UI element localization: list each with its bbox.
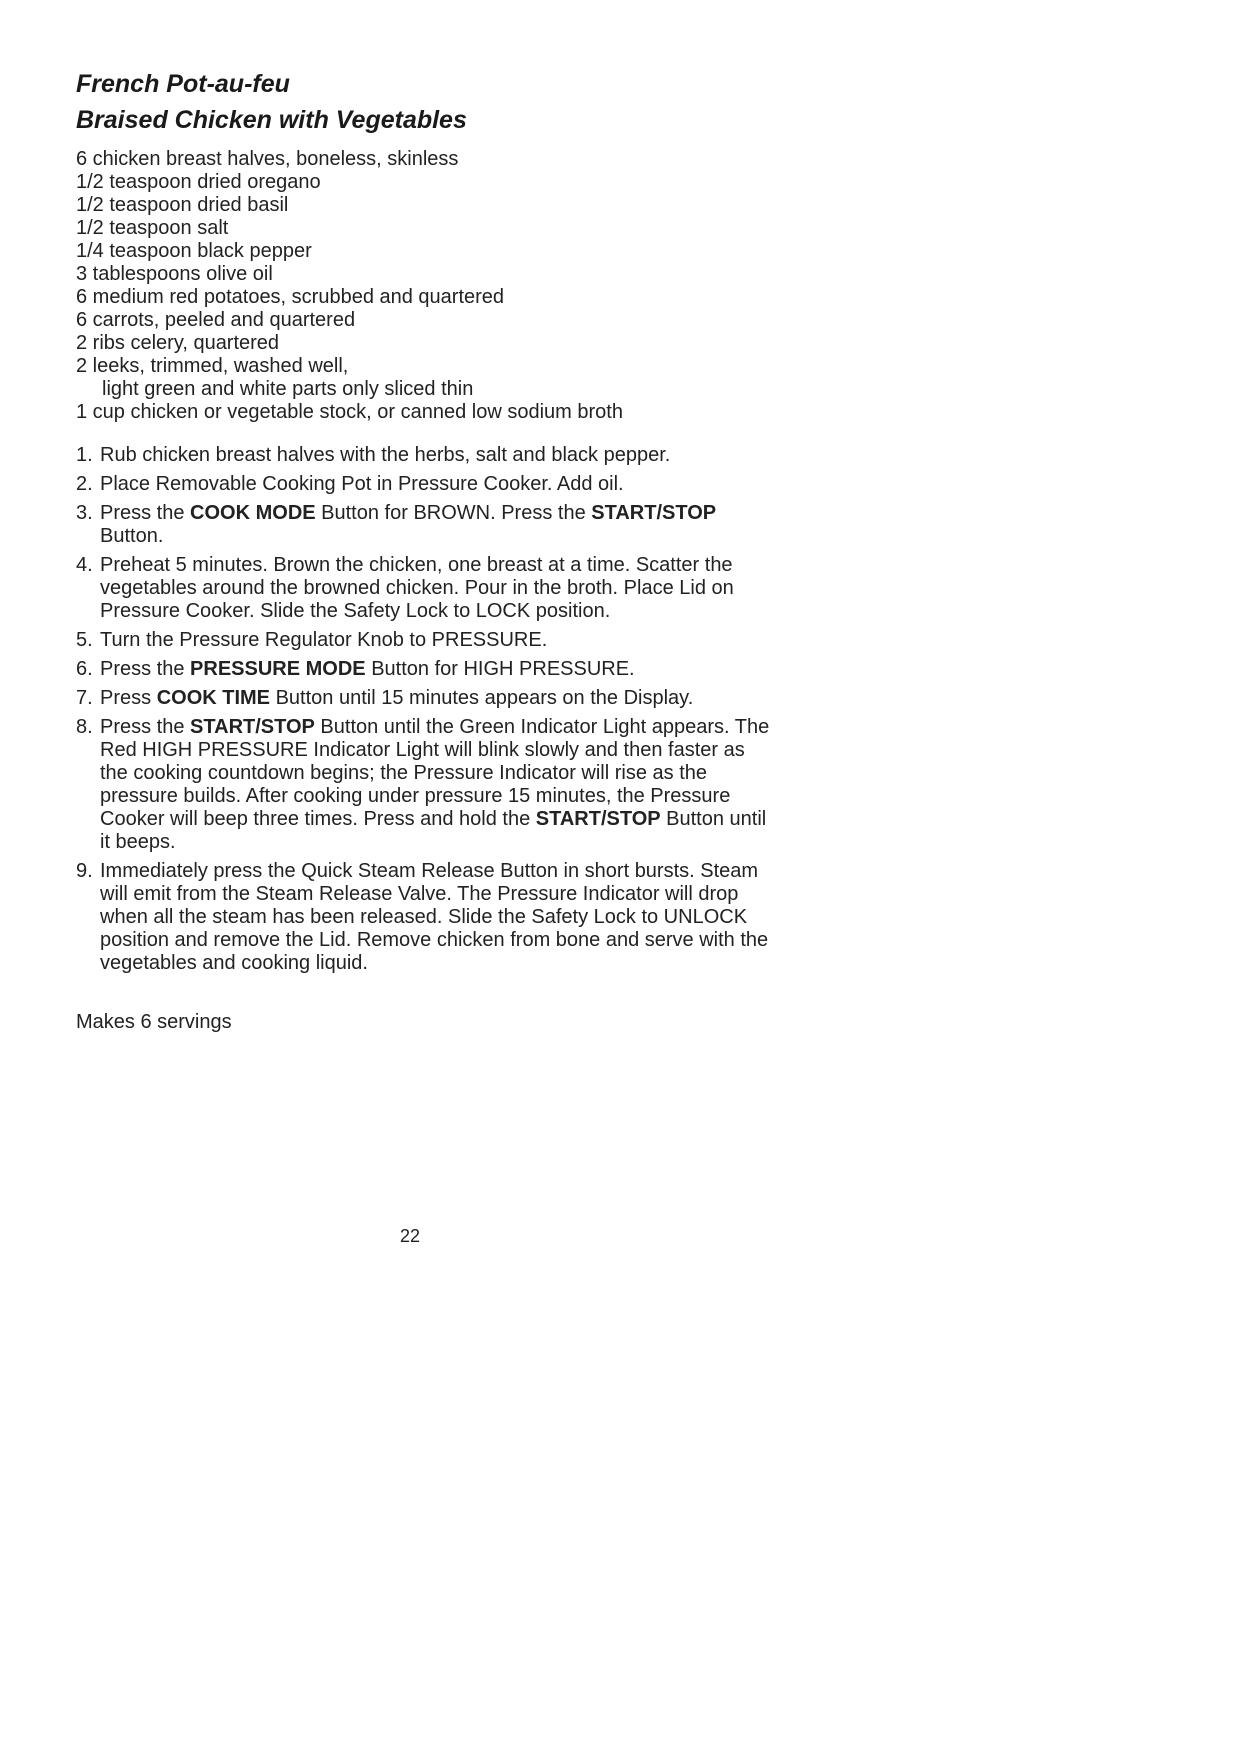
- ingredient-item: 1 cup chicken or vegetable stock, or canned low sodium broth: [76, 401, 623, 423]
- recipe-title-line-1: French Pot-au-feu: [76, 70, 290, 98]
- ingredient-item: 2 leeks, trimmed, washed well,: [76, 355, 349, 377]
- button-name: COOK TIME: [156, 687, 271, 709]
- step-number: 8.: [76, 716, 93, 738]
- ingredient-item: 6 carrots, peeled and quartered: [76, 309, 356, 331]
- ingredient-item: 6 medium red potatoes, scrubbed and quartered: [76, 286, 505, 308]
- ingredient-item: 1/2 teaspoon dried oregano: [76, 171, 321, 193]
- recipe-title-line-2: Braised Chicken with Vegetables: [76, 106, 467, 134]
- button-name: START/STOP: [190, 716, 315, 738]
- step-number: 6.: [76, 658, 93, 680]
- ingredient-item: 1/4 teaspoon black pepper: [76, 240, 312, 262]
- step-text: Press the: [100, 502, 191, 524]
- instruction-step: [76, 554, 776, 623]
- instruction-step: [76, 860, 776, 975]
- step-text: Button until it beeps.: [100, 808, 767, 853]
- instruction-step: [76, 473, 776, 496]
- step-text: Turn the Pressure Regulator Knob to PRESSURE.: [100, 629, 548, 651]
- ingredient-item: 1/2 teaspoon dried basil: [76, 194, 289, 216]
- step-number: 5.: [76, 629, 93, 651]
- button-name: PRESSURE MODE: [190, 658, 366, 680]
- step-text: Preheat 5 minutes. Brown the chicken, one breast at a time. Scatter the vegetables around the browned chicken. Pour in the broth. Place Lid on Pressure Cooker. Slide the Safety Lock to LOCK position.: [100, 554, 734, 622]
- ingredient-list: [76, 148, 776, 424]
- step-number: 4.: [76, 554, 93, 576]
- step-number: 9.: [76, 860, 93, 882]
- instruction-step: [76, 716, 776, 854]
- step-number: 3.: [76, 502, 93, 524]
- step-text: Press the: [100, 716, 191, 738]
- step-text: Place Removable Cooking Pot in Pressure Cooker. Add oil.: [100, 473, 624, 495]
- step-number: 7.: [76, 687, 93, 709]
- ingredient-item: 3 tablespoons olive oil: [76, 263, 273, 285]
- instruction-step: [76, 687, 776, 710]
- step-number: 2.: [76, 473, 93, 495]
- page-number: 22: [400, 1226, 421, 1246]
- recipe-page: [76, 66, 776, 1034]
- button-name: START/STOP: [591, 502, 717, 524]
- servings-note: Makes 6 servings: [76, 1011, 232, 1033]
- instruction-step: [76, 658, 776, 681]
- step-number: 1.: [76, 444, 93, 466]
- step-text: Button for BROWN. Press the: [315, 502, 592, 524]
- step-text: Press the: [100, 658, 191, 680]
- instruction-step: [76, 444, 776, 467]
- button-name: START/STOP: [535, 808, 661, 830]
- button-name: COOK MODE: [190, 502, 316, 524]
- instruction-list: [76, 444, 776, 975]
- ingredient-item: 1/2 teaspoon salt: [76, 217, 229, 239]
- step-text: Press: [100, 687, 157, 709]
- instruction-step: [76, 502, 776, 548]
- recipe-title: [76, 66, 776, 138]
- instruction-step: [76, 629, 776, 652]
- step-text: Button for HIGH PRESSURE.: [365, 658, 635, 680]
- ingredient-item: 6 chicken breast halves, boneless, skinless: [76, 148, 459, 170]
- ingredient-item-continuation: light green and white parts only sliced thin: [102, 378, 474, 400]
- step-text: Button.: [100, 525, 164, 547]
- step-text: Button until the Green Indicator Light appears. The Red HIGH PRESSURE Indicator Light will blink slowly and then faster as the cooking countdown begins; the Pressure Indicator will rise as the pressure builds. After cooking under pressure 15 minutes, the Pressure Cooker will beep three times. Press and hold the: [100, 716, 770, 830]
- step-text: Immediately press the Quick Steam Release Button in short bursts. Steam will emit from the Steam Release Valve. The Pressure Indicator will drop when all the steam has been released. Slide the Safety Lock to UNLOCK position and remove the Lid. Remove chicken from bone and serve with the vegetables and cooking liquid.: [100, 860, 769, 974]
- ingredient-item: 2 ribs celery, quartered: [76, 332, 280, 354]
- step-text: Button until 15 minutes appears on the Display.: [270, 687, 694, 709]
- step-text: Rub chicken breast halves with the herbs, salt and black pepper.: [100, 444, 671, 466]
